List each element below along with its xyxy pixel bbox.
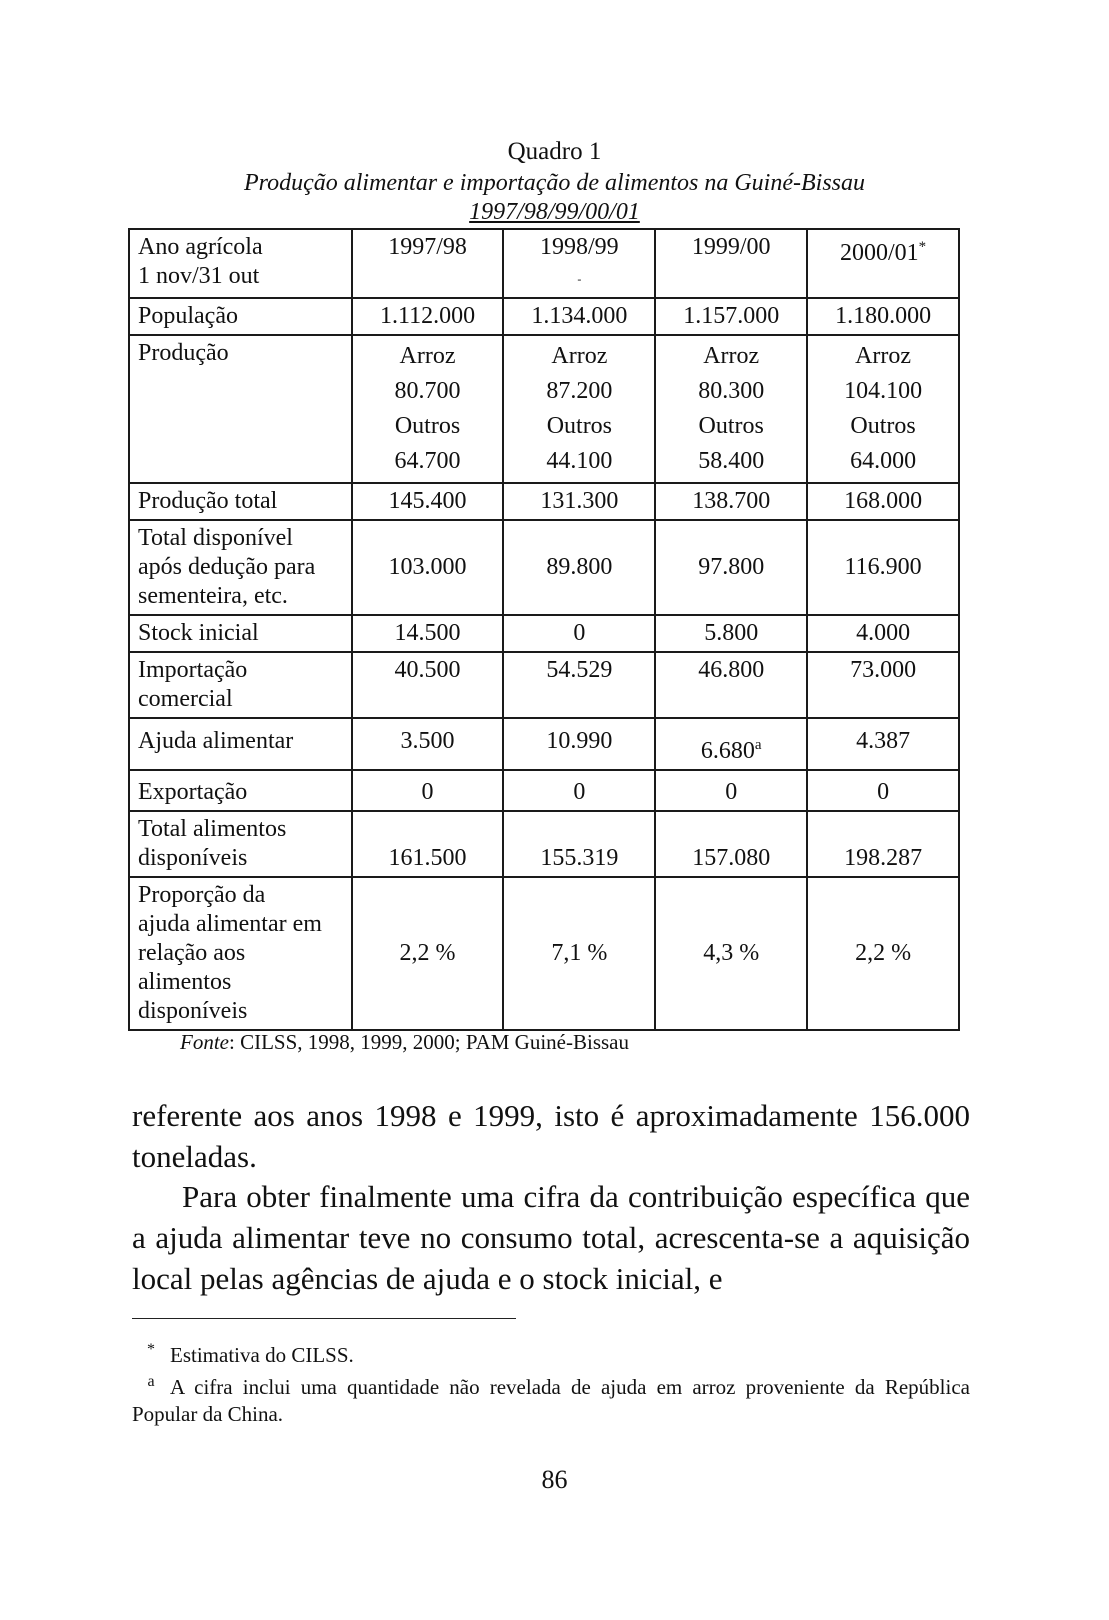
row-label-line: disponíveis — [138, 845, 248, 871]
cell-value: 6.680 — [700, 738, 755, 764]
cell — [655, 718, 807, 770]
table-row — [129, 335, 959, 483]
cell: 0 — [352, 770, 504, 811]
other-label: Outros — [546, 413, 613, 439]
cell: 0 — [503, 770, 655, 811]
production-cell — [503, 335, 655, 483]
row-label-line: após dedução para — [138, 554, 316, 580]
cell: 54.529 — [503, 652, 655, 718]
header-year-cell — [655, 229, 807, 298]
cell: 198.287 — [807, 811, 959, 877]
production-cell — [807, 335, 959, 483]
header-sublabel: 1 nov/31 out — [138, 263, 260, 289]
row-label: Ajuda alimentar — [129, 718, 352, 770]
row-label-line: Proporção da — [138, 882, 266, 908]
cell: 89.800 — [503, 520, 655, 615]
row-label-line: sementeira, etc. — [138, 583, 288, 609]
table-row — [129, 811, 959, 877]
row-label: Stock inicial — [129, 615, 352, 652]
row-label: População — [129, 298, 352, 335]
cell: 1.180.000 — [807, 298, 959, 335]
cell: 161.500 — [352, 811, 504, 877]
rice-label: Arroz — [551, 343, 608, 369]
row-label — [129, 877, 352, 1030]
rice-value: 87.200 — [546, 378, 613, 404]
footnote-text: Estimativa do CILSS. — [170, 1343, 354, 1367]
rice-value: 104.100 — [844, 378, 923, 404]
other-label: Outros — [850, 413, 916, 439]
cell: 103.000 — [352, 520, 504, 615]
footnote: a A cifra inclui uma quantidade não revelada de ajuda em arroz proveniente da República Popular da China. — [132, 1373, 970, 1426]
header-year-cell — [807, 229, 959, 298]
cell: 3.500 — [352, 718, 504, 770]
other-value: 44.100 — [546, 448, 613, 474]
row-label-line: ajuda alimentar em — [138, 911, 322, 937]
rice-label: Arroz — [703, 343, 760, 369]
header-year: 1998/99 — [540, 234, 619, 260]
table-row — [129, 298, 959, 335]
cell: 155.319 — [503, 811, 655, 877]
footnote-text: A cifra inclui uma quantidade não revelada de ajuda em arroz proveniente da República Popular da China. — [132, 1375, 970, 1426]
footnote: * Estimativa do CILSS. — [147, 1341, 354, 1367]
cell: 46.800 — [655, 652, 807, 718]
source-text: : CILSS, 1998, 1999, 2000; PAM Guiné-Bissau — [228, 1030, 629, 1054]
table-header-row — [129, 229, 959, 298]
cell: 1.134.000 — [503, 298, 655, 335]
row-label-line: comercial — [138, 686, 233, 712]
cell: 145.400 — [352, 483, 504, 520]
footnote-divider — [132, 1318, 516, 1319]
cell: 0 — [655, 770, 807, 811]
row-label-line: alimentos — [138, 969, 232, 995]
header-label: Ano agrícola — [138, 234, 263, 260]
header-label-cell — [129, 229, 352, 298]
other-label: Outros — [394, 413, 461, 439]
table-row — [129, 877, 959, 1030]
header-year: 1997/98 — [388, 234, 467, 260]
table-row — [129, 483, 959, 520]
row-label: Exportação — [129, 770, 352, 811]
cell: 1.112.000 — [352, 298, 504, 335]
cell: 116.900 — [807, 520, 959, 615]
row-label-line: disponíveis — [138, 998, 248, 1024]
header-dot: - — [577, 272, 582, 286]
table-row — [129, 652, 959, 718]
cell: 97.800 — [655, 520, 807, 615]
table-row — [129, 615, 959, 652]
header-year-cell — [352, 229, 504, 298]
row-label-line: Importação — [138, 657, 248, 683]
cell: 4,3 % — [655, 877, 807, 1030]
cell: 138.700 — [655, 483, 807, 520]
row-label: Produção total — [129, 483, 352, 520]
estimate-mark: * — [918, 239, 927, 255]
cell: 2,2 % — [352, 877, 504, 1030]
header-year: 1999/00 — [691, 234, 771, 260]
row-label — [129, 520, 352, 615]
cell: 73.000 — [807, 652, 959, 718]
row-label-line: Total disponível — [138, 525, 293, 551]
cell: 1.157.000 — [655, 298, 807, 335]
table-source — [180, 1030, 629, 1055]
table-row — [129, 718, 959, 770]
cell: 0 — [807, 770, 959, 811]
row-label-line: Total alimentos — [138, 816, 287, 842]
production-cell — [655, 335, 807, 483]
other-value: 64.700 — [394, 448, 461, 474]
cell: 2,2 % — [807, 877, 959, 1030]
cell: 168.000 — [807, 483, 959, 520]
cell: 5.800 — [655, 615, 807, 652]
page-number: 86 — [541, 1465, 568, 1494]
cell: 0 — [503, 615, 655, 652]
footnote-a-mark: a — [754, 737, 762, 753]
cell: 10.990 — [503, 718, 655, 770]
row-label: Produção — [129, 335, 352, 483]
cell: 14.500 — [352, 615, 504, 652]
table-caption-years: 1997/98/99/00/01 — [469, 199, 640, 225]
other-value: 58.400 — [698, 448, 765, 474]
production-cell — [352, 335, 504, 483]
other-value: 64.000 — [850, 448, 917, 474]
header-year-cell — [503, 229, 655, 298]
table-caption-label: Quadro 1 — [507, 138, 602, 165]
cell: 40.500 — [352, 652, 504, 718]
header-year: 2000/01 — [839, 240, 919, 266]
row-label — [129, 652, 352, 718]
cell: 4.000 — [807, 615, 959, 652]
rice-value: 80.300 — [698, 378, 765, 404]
rice-value: 80.700 — [394, 378, 461, 404]
other-label: Outros — [698, 413, 764, 439]
cell: 7,1 % — [503, 877, 655, 1030]
row-label-line: relação aos — [138, 940, 246, 966]
row-label — [129, 811, 352, 877]
cell: 131.300 — [503, 483, 655, 520]
rice-label: Arroz — [855, 343, 912, 369]
body-paragraph: referente aos anos 1998 e 1999, isto é aproximadamente 156.000 toneladas. — [132, 1098, 970, 1174]
body-paragraph: Para obter finalmente uma cifra da contribuição específica que a ajuda alimentar teve no consumo total, acrescenta-se a aquisição local pelas agências de ajuda e o stock inicial, e — [132, 1179, 970, 1296]
table-row — [129, 770, 959, 811]
rice-label: Arroz — [399, 343, 456, 369]
cell: 4.387 — [807, 718, 959, 770]
table-row — [129, 520, 959, 615]
source-label: Fonte — [180, 1030, 229, 1054]
cell: 157.080 — [655, 811, 807, 877]
table-caption-title: Produção alimentar e importação de alimentos na Guiné-Bissau — [243, 170, 866, 196]
food-production-table — [128, 228, 960, 1031]
